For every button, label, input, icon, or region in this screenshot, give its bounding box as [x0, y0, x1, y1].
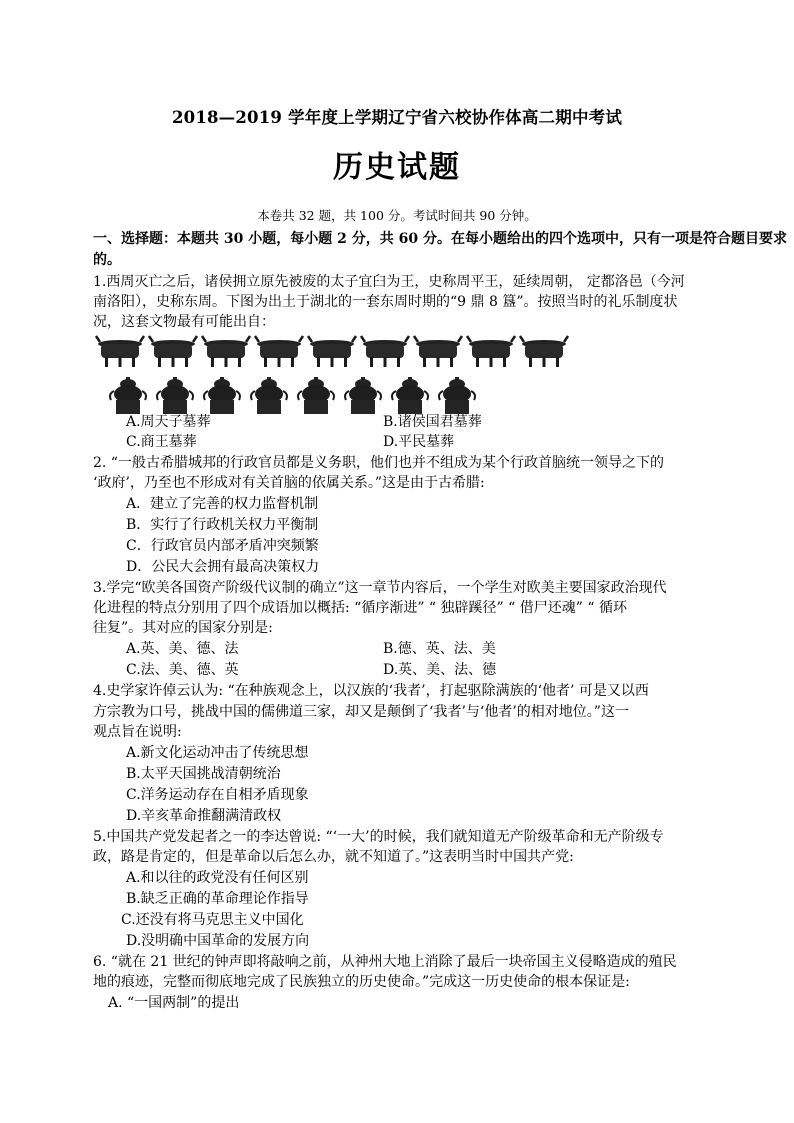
- gui-tureen-icon: [298, 377, 334, 414]
- ding-tripod-icon: [308, 336, 356, 367]
- question-4-option-d: D.辛亥革命推翻满清政权: [126, 808, 282, 824]
- question-5-text: 5.中国共产党发起者之一的李达曾说: “‘一大’的时候，我们就知道无产阶级革命和无产阶级专: [93, 829, 664, 845]
- question-3-option-b: B.德、英、法、美: [383, 641, 496, 657]
- ding-tripod-icon: [255, 336, 303, 367]
- question-2-text: 2. “一般古希腊城邦的行政官员都是义务职，他们也并不组成为某个行政首脑统一领导之下的: [93, 455, 664, 471]
- ding-tripod-icon: [414, 336, 462, 367]
- question-5-option-b: B.缺乏正确的革命理论作指导: [126, 891, 309, 907]
- question-4-option-a: A.新文化运动冲击了传统思想: [126, 745, 309, 761]
- gui-tureen-icon: [157, 377, 193, 414]
- question-3-option-c: C.法、美、德、英: [126, 662, 239, 678]
- gui-tureen-icon: [439, 377, 475, 414]
- question-5-option-a: A.和以往的政党没有任何区别: [126, 870, 309, 886]
- question-3-text: 往复”。其对应的国家分别是:: [93, 620, 273, 636]
- question-5-option-d: D.没明确中国革命的发展方向: [126, 933, 310, 949]
- question-1-text: 南洛阳），史称东周。下图为出土于湖北的一套东周时期的“9 鼎 8 簋”。按照当时的礼乐制度状: [93, 294, 678, 310]
- question-1-option-a: A.周天子墓葬: [126, 414, 211, 430]
- question-3-option-d: D.英、美、法、德: [383, 662, 497, 678]
- question-2-option-b: B．实行了行政机关权力平衡制: [126, 517, 319, 533]
- question-3-option-a: A.英、美、德、法: [126, 641, 239, 657]
- question-5-option-c: C.还没有将马克思主义中国化: [121, 912, 304, 928]
- question-1-option-c: C.商王墓葬: [126, 434, 197, 450]
- question-3-text: 3.学完“欧美各国资产阶级代议制的确立”这一章节内容后，一个学生对欧美主要国家政治现代: [93, 580, 667, 596]
- bronze-vessels-figure: [96, 334, 586, 418]
- gui-tureen-icon: [345, 377, 381, 414]
- section-heading-cont: 的。: [93, 252, 121, 268]
- question-1-text: 1.西周灭亡之后，诸侯拥立原先被废的太子宜臼为王，史称周平王，延续周朝， 定都洛邑（今河: [93, 274, 685, 290]
- exam-note: 本卷共 32 题，共 100 分。考试时间共 90 分钟。: [257, 208, 537, 223]
- question-1-option-d: D.平民墓葬: [383, 434, 455, 450]
- question-4-text: 观点旨在说明:: [93, 724, 182, 740]
- question-4-text: 4.史学家许倬云认为: “在种族观念上，以汉族的‘我者’，打起驱除满族的‘他者’ 可是又以西: [93, 683, 649, 699]
- subject-title: 历史试题: [333, 150, 461, 185]
- question-2-text: ‘政府’，乃至也不形成对有关首脑的依属关系。”这是由于古希腊:: [93, 475, 485, 491]
- ding-tripod-icon: [361, 336, 409, 367]
- exam-title: 2018—2019 学年度上学期辽宁省六校协作体高二期中考试: [171, 108, 623, 127]
- gui-tureen-icon: [392, 377, 428, 414]
- question-5-text: 政，路是肯定的，但是革命以后怎么办，就不知道了。”这表明当时中国共产党:: [93, 849, 574, 865]
- question-2-option-c: C．行政官员内部矛盾冲突频繁: [126, 538, 319, 554]
- ding-tripod-icon: [520, 336, 568, 367]
- ding-tripod-icon: [149, 336, 197, 367]
- ding-tripod-icon: [96, 336, 144, 367]
- question-2-option-d: D．公民大会拥有最高决策权力: [126, 559, 320, 575]
- gui-tureen-icon: [110, 377, 146, 414]
- ding-tripod-icon: [202, 336, 250, 367]
- question-1-text: 况，这套文物最有可能出自：: [93, 314, 275, 330]
- question-4-text: 方宗教为口号，挑战中国的儒佛道三家，却又是颠倒了‘我者’与‘他者’的相对地位。”这一: [93, 704, 629, 720]
- section-heading: 一、选择题：本题共 30 小题，每小题 2 分，共 60 分。在每小题给出的四个选项中，只有一项是符合题目要求: [93, 231, 787, 247]
- question-1-option-b: B.诸侯国君墓葬: [383, 414, 482, 430]
- ding-tripod-icon: [467, 336, 515, 367]
- question-6-text: 地的痕迹，完整而彻底地完成了民族独立的历史使命。”完成这一历史使命的根本保证是:: [93, 974, 630, 990]
- question-4-option-b: B.太平天国挑战清朝统治: [126, 766, 281, 782]
- gui-tureen-icon: [251, 377, 287, 414]
- question-6-text: 6. “就在 21 世纪的钟声即将敲响之前，从神州大地上消除了最后一块帝国主义侵略造成的殖民: [93, 954, 677, 970]
- question-3-text: 化进程的特点分别用了四个成语加以概括: “循序渐进” “ 独辟蹊径” “ 借尸还魂” “ 循环: [93, 600, 627, 616]
- question-2-option-a: A．建立了完善的权力监督机制: [126, 496, 319, 512]
- gui-tureen-icon: [204, 377, 240, 414]
- question-6-option-a: A. “一国两制”的提出: [108, 995, 240, 1011]
- question-4-option-c: C.洋务运动存在自相矛盾现象: [126, 787, 309, 803]
